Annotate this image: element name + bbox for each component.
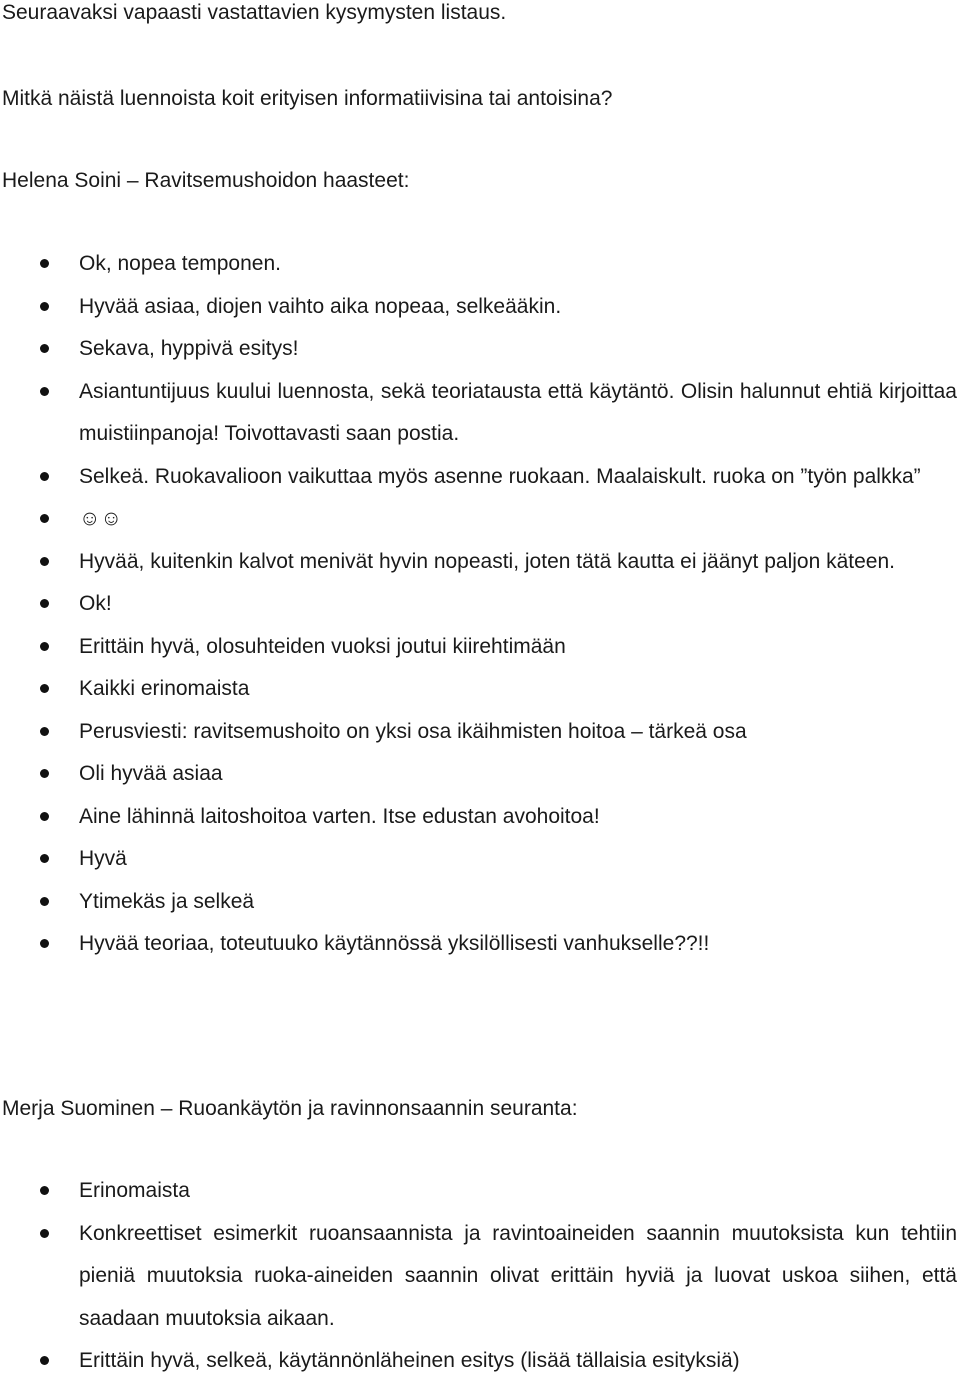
list-item: Hyvää, kuitenkin kalvot menivät hyvin nopeasti, joten tätä kautta ei jäänyt paljon käteen. bbox=[0, 541, 957, 584]
list-item: Hyvä bbox=[0, 838, 957, 881]
bullet-icon bbox=[40, 854, 49, 863]
list-item: Aine lähinnä laitoshoitoa varten. Itse edustan avohoitoa! bbox=[0, 796, 957, 839]
bullet-icon bbox=[40, 1229, 49, 1238]
list-item: Oli hyvää asiaa bbox=[0, 753, 957, 796]
list-item: Erittäin hyvä, selkeä, käytännönläheinen esitys (lisää tällaisia esityksiä) bbox=[0, 1340, 957, 1383]
list-item: Erittäin hyvä, olosuhteiden vuoksi joutui kiirehtimään bbox=[0, 626, 957, 669]
bullet-icon bbox=[40, 1186, 49, 1195]
question-text: Mitkä näistä luennoista koit erityisen informatiivisina tai antoisina? bbox=[2, 87, 613, 110]
bullet-icon bbox=[40, 769, 49, 778]
section-heading-soini: Helena Soini – Ravitsemushoidon haasteet: bbox=[2, 169, 410, 192]
smiley-icons: ☺☺ bbox=[79, 507, 122, 530]
bullet-icon bbox=[40, 259, 49, 268]
list-item: Hyvää asiaa, diojen vaihto aika nopeaa, selkeääkin. bbox=[0, 286, 957, 329]
list-item: Ok, nopea temponen. bbox=[0, 243, 957, 286]
list-item: Erinomaista bbox=[0, 1170, 957, 1213]
list-item: Perusviesti: ravitsemushoito on yksi osa ikäihmisten hoitoa – tärkeä osa bbox=[0, 711, 957, 754]
bullet-icon bbox=[40, 642, 49, 651]
feedback-list-suominen bbox=[0, 1170, 960, 1383]
list-item: Kaikki erinomaista bbox=[0, 668, 957, 711]
bullet-icon bbox=[40, 727, 49, 736]
list-item: Asiantuntijuus kuului luennosta, sekä teoriatausta että käytäntö. Olisin halunnut ehtiä kirjoittaa muistiinpanoja! Toivottavasti saan postia. bbox=[0, 371, 957, 456]
bullet-icon bbox=[40, 684, 49, 693]
intro-text: Seuraavaksi vapaasti vastattavien kysymysten listaus. bbox=[2, 1, 507, 24]
bullet-icon bbox=[40, 557, 49, 566]
list-item bbox=[0, 498, 957, 541]
bullet-icon bbox=[40, 514, 49, 523]
bullet-icon bbox=[40, 599, 49, 608]
bullet-icon bbox=[40, 344, 49, 353]
bullet-icon bbox=[40, 939, 49, 948]
bullet-icon bbox=[40, 897, 49, 906]
list-item: Selkeä. Ruokavalioon vaikuttaa myös asenne ruokaan. Maalaiskult. ruoka on ”työn palkka” bbox=[0, 456, 957, 499]
list-item: Ok! bbox=[0, 583, 957, 626]
list-item: Sekava, hyppivä esitys! bbox=[0, 328, 957, 371]
bullet-icon bbox=[40, 302, 49, 311]
bullet-icon bbox=[40, 1356, 49, 1365]
bullet-icon bbox=[40, 472, 49, 481]
bullet-icon bbox=[40, 812, 49, 821]
list-item: Hyvää teoriaa, toteutuuko käytännössä yksilöllisesti vanhukselle??!! bbox=[0, 923, 957, 966]
list-item: Ytimekäs ja selkeä bbox=[0, 881, 957, 924]
feedback-list-soini bbox=[0, 243, 960, 966]
bullet-icon bbox=[40, 387, 49, 396]
list-item: Konkreettiset esimerkit ruoansaannista ja ravintoaineiden saannin muutoksista kun tehtiin pieniä muutoksia ruoka-aineiden saannin olivat erittäin hyviä ja luovat uskoa siihen, että saadaan muutoksia aikaan. bbox=[0, 1213, 957, 1341]
section-heading-suominen: Merja Suominen – Ruoankäytön ja ravinnonsaannin seuranta: bbox=[2, 1097, 578, 1120]
